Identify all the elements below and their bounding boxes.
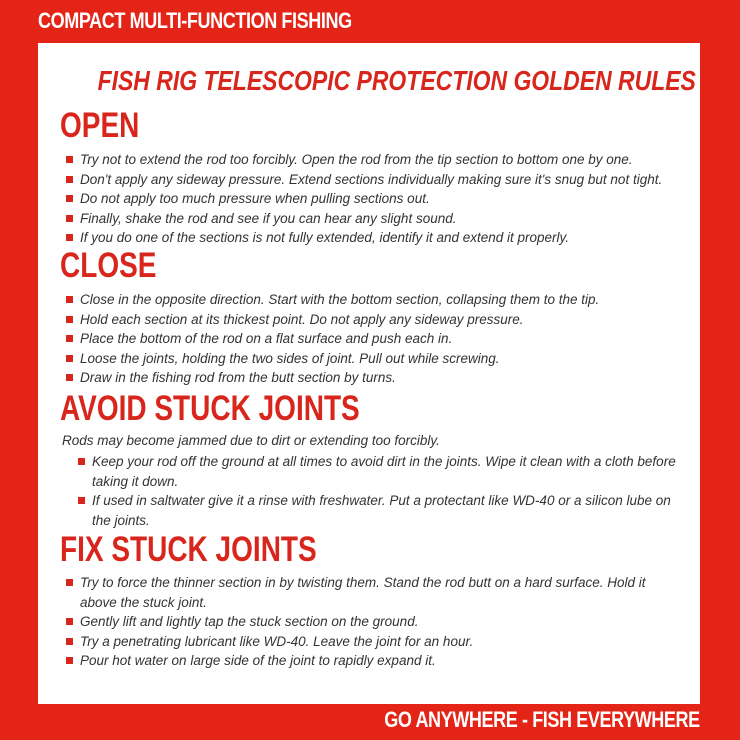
bullet-icon xyxy=(66,234,73,241)
list-item: Try not to extend the rod too forcibly. Open the rod from the tip section to bottom one by one. xyxy=(66,150,662,170)
list-item: Draw in the fishing rod from the butt section by turns. xyxy=(66,368,599,388)
list-item: Try to force the thinner section in by twisting them. Stand the rod butt on a hard surface. Hold it above the stuck joint. xyxy=(66,573,680,612)
list-item: Loose the joints, holding the two sides of joint. Pull out while screwing. xyxy=(66,349,599,369)
list-item: Close in the opposite direction. Start with the bottom section, collapsing them to the tip. xyxy=(66,290,599,310)
fix-rules-list xyxy=(66,573,680,671)
list-item: Gently lift and lightly tap the stuck section on the ground. xyxy=(66,612,680,632)
avoid-intro-text: Rods may become jammed due to dirt or extending too forcibly. xyxy=(62,433,440,448)
section-heading-open: OPEN xyxy=(60,106,140,145)
list-item: If you do one of the sections is not fully extended, identify it and extend it properly. xyxy=(66,228,662,248)
list-item: Do not apply too much pressure when pulling sections out. xyxy=(66,189,662,209)
page-title: FISH RIG TELESCOPIC PROTECTION GOLDEN RULES xyxy=(97,65,696,96)
bullet-icon xyxy=(66,355,73,362)
close-rules-list xyxy=(66,290,599,388)
tagline-banner: GO ANYWHERE - FISH EVERYWHERE xyxy=(384,707,700,732)
bullet-icon xyxy=(66,638,73,645)
brand-banner: COMPACT MULTI-FUNCTION FISHING xyxy=(38,8,352,33)
section-heading-fix-stuck-joints: FIX STUCK JOINTS xyxy=(60,530,317,569)
bullet-icon xyxy=(66,579,73,586)
list-item: Finally, shake the rod and see if you can hear any slight sound. xyxy=(66,209,662,229)
bullet-icon xyxy=(66,195,73,202)
bullet-icon xyxy=(66,215,73,222)
bullet-icon xyxy=(66,176,73,183)
list-item: Hold each section at its thickest point. Do not apply any sideway pressure. xyxy=(66,310,599,330)
bullet-icon xyxy=(66,316,73,323)
list-item: Pour hot water on large side of the joint to rapidly expand it. xyxy=(66,651,680,671)
avoid-rules-list xyxy=(78,452,682,530)
section-heading-close: CLOSE xyxy=(60,246,157,285)
bullet-icon xyxy=(66,657,73,664)
rules-card xyxy=(38,43,700,704)
list-item: Place the bottom of the rod on a flat surface and push each in. xyxy=(66,329,599,349)
open-rules-list xyxy=(66,150,662,248)
bullet-icon xyxy=(66,335,73,342)
list-item: Keep your rod off the ground at all times to avoid dirt in the joints. Wipe it clean with a cloth before taking it down. xyxy=(78,452,682,491)
bullet-icon xyxy=(66,618,73,625)
list-item: Try a penetrating lubricant like WD-40. Leave the joint for an hour. xyxy=(66,632,680,652)
list-item: If used in saltwater give it a rinse with freshwater. Put a protectant like WD-40 or a silicon lube on the joints. xyxy=(78,491,682,530)
bullet-icon xyxy=(78,458,85,465)
bullet-icon xyxy=(66,296,73,303)
section-heading-avoid-stuck-joints: AVOID STUCK JOINTS xyxy=(60,389,360,428)
bullet-icon xyxy=(66,374,73,381)
bullet-icon xyxy=(78,497,85,504)
list-item: Don't apply any sideway pressure. Extend sections individually making sure it's snug but not tight. xyxy=(66,170,662,190)
bullet-icon xyxy=(66,156,73,163)
